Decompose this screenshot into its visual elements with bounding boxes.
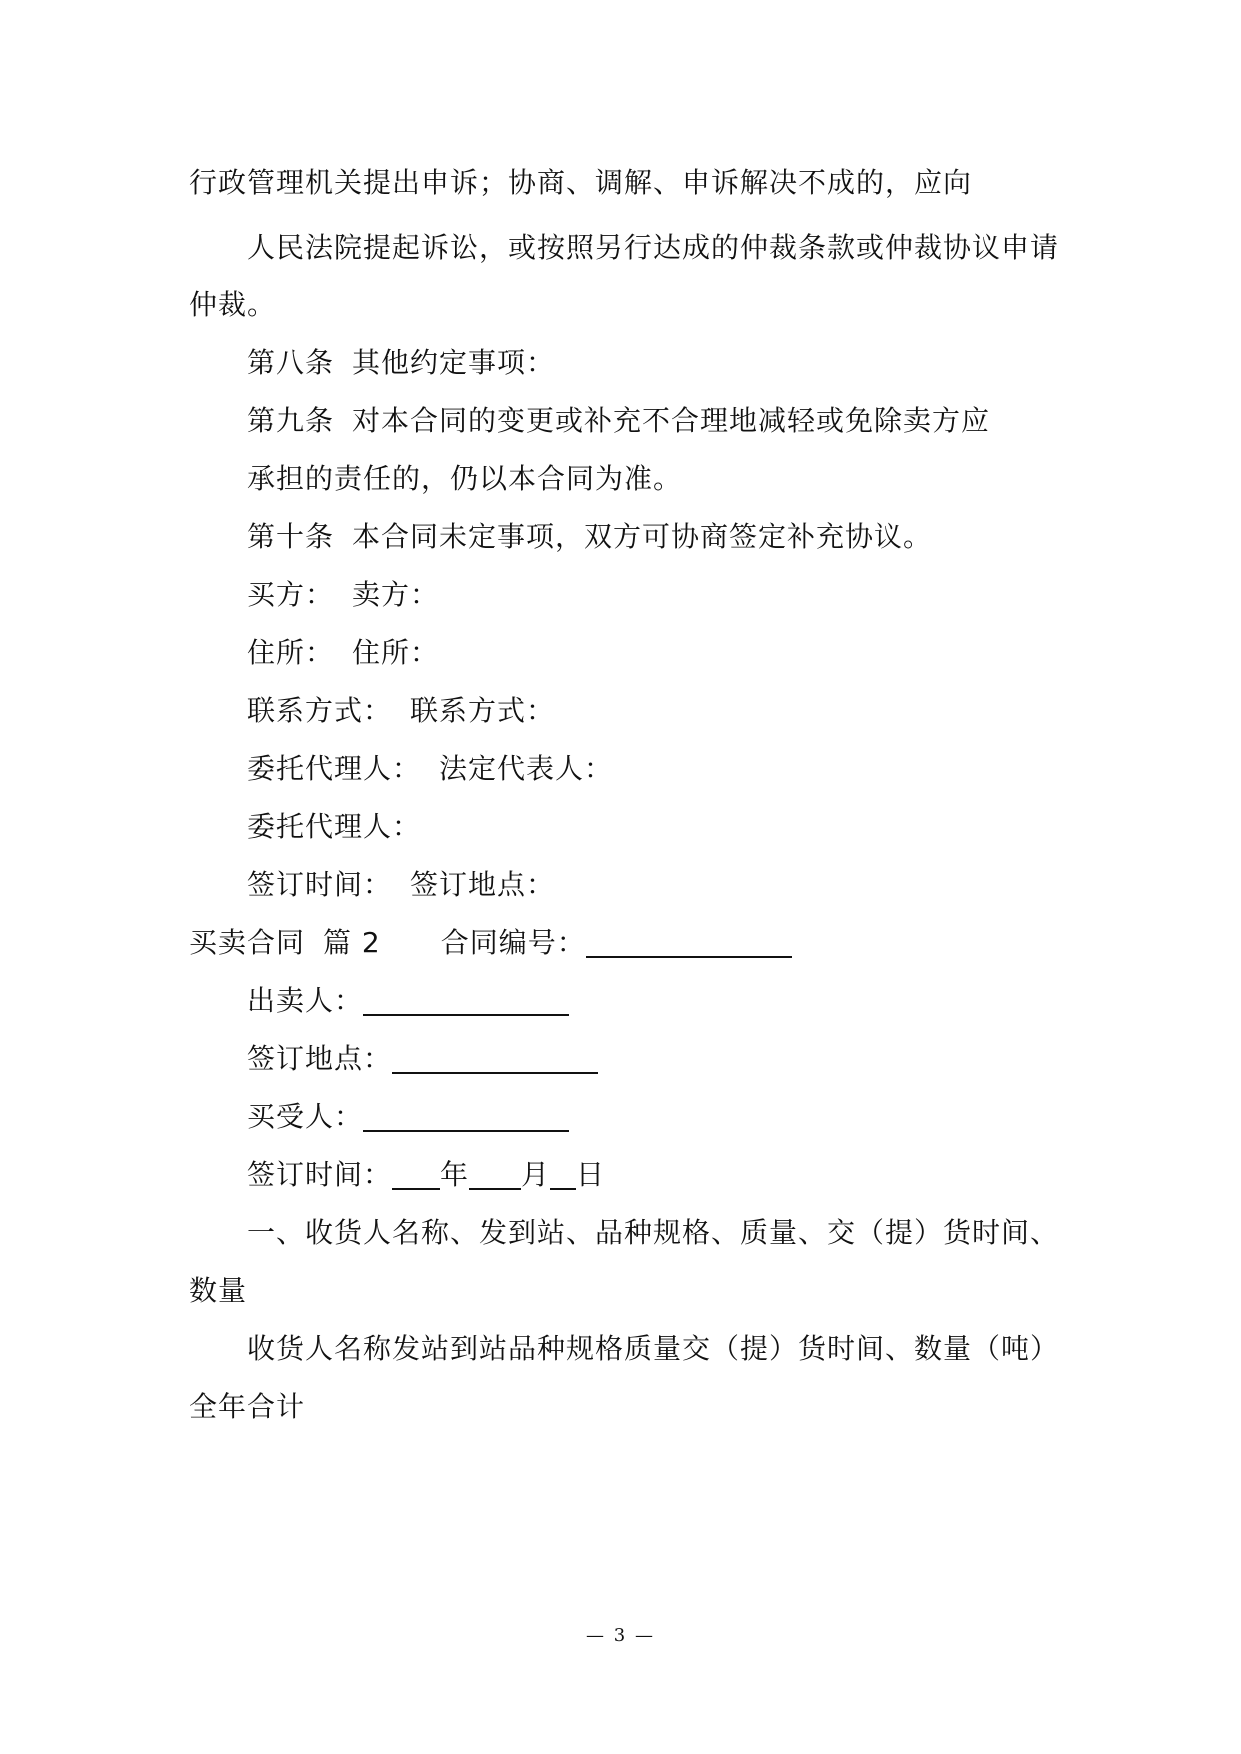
- buyer-line: [247, 1097, 569, 1137]
- article-text: 本合同未定事项，双方可协商签定补充协议。: [352, 520, 933, 553]
- paragraph-line: 仲裁。: [189, 288, 277, 321]
- place-line: [247, 1039, 598, 1079]
- article-number: 第八条: [247, 346, 335, 379]
- day-label: 日: [576, 1158, 606, 1191]
- sign-time-label: 签订时间：: [247, 868, 393, 901]
- article-text: 对本合同的变更或补充不合理地减轻或免除卖方应: [352, 404, 991, 437]
- sign-place-label: 签订地点：: [247, 1042, 393, 1075]
- page-number: — 3 —: [586, 1625, 655, 1646]
- date-line: [247, 1155, 605, 1195]
- address-line: [247, 633, 439, 673]
- paragraph-line: 人民法院提起诉讼，或按照另行达成的仲裁条款或仲裁协议申请: [247, 231, 1060, 264]
- seller-label: 卖方：: [352, 578, 440, 611]
- paragraph-line: 行政管理机关提出申诉；协商、调解、申诉解决不成的，应向: [189, 166, 973, 199]
- clause-1: 一、收货人名称、发到站、品种规格、质量、交（提）货时间、: [247, 1216, 1060, 1249]
- agent-line-2: 委托代理人：: [247, 810, 422, 843]
- contact-line: [247, 691, 555, 731]
- contact-label: 联系方式：: [247, 694, 393, 727]
- day-blank[interactable]: [550, 1162, 576, 1190]
- contract-number-blank[interactable]: [586, 930, 792, 958]
- contact-label: 联系方式：: [410, 694, 556, 727]
- contract-number-label: 合同编号：: [440, 926, 586, 959]
- year-label: 年: [440, 1158, 470, 1191]
- table-header-text: 收货人名称发站到站品种规格质量交（提）货时间、数量（吨）: [247, 1332, 1060, 1365]
- clause-1-continued: 数量: [189, 1274, 248, 1307]
- contract-title: 买卖合同: [189, 926, 306, 959]
- sign-place-label: 签订地点：: [410, 868, 556, 901]
- article-9-continued: 承担的责任的，仍以本合同为准。: [247, 462, 683, 495]
- buyer-blank[interactable]: [363, 1104, 569, 1132]
- article-8: [247, 343, 555, 383]
- agent-label: 委托代理人：: [247, 752, 422, 785]
- legal-rep-label: 法定代表人：: [439, 752, 614, 785]
- contract-section: 篇 2: [323, 926, 381, 959]
- annual-total-label: 全年合计: [189, 1390, 306, 1423]
- month-blank[interactable]: [469, 1162, 521, 1190]
- seller-blank[interactable]: [363, 988, 569, 1016]
- article-number: 第十条: [247, 520, 335, 553]
- article-10: [247, 517, 932, 557]
- party-line: [247, 575, 439, 615]
- signing-line: [247, 865, 555, 905]
- month-label: 月: [521, 1158, 551, 1191]
- article-number: 第九条: [247, 404, 335, 437]
- address-label: 住所：: [352, 636, 440, 669]
- contract-2-heading: [189, 923, 792, 963]
- buyer-label: 买方：: [247, 578, 335, 611]
- sign-time-label: 签订时间：: [247, 1158, 393, 1191]
- year-blank[interactable]: [392, 1162, 440, 1190]
- article-text: 其他约定事项：: [352, 346, 556, 379]
- seller-line: [247, 981, 569, 1021]
- seller-label: 出卖人：: [247, 984, 364, 1017]
- agent-line: [247, 749, 613, 789]
- buyer-label: 买受人：: [247, 1100, 364, 1133]
- address-label: 住所：: [247, 636, 335, 669]
- article-9: [247, 401, 990, 441]
- sign-place-blank[interactable]: [392, 1046, 598, 1074]
